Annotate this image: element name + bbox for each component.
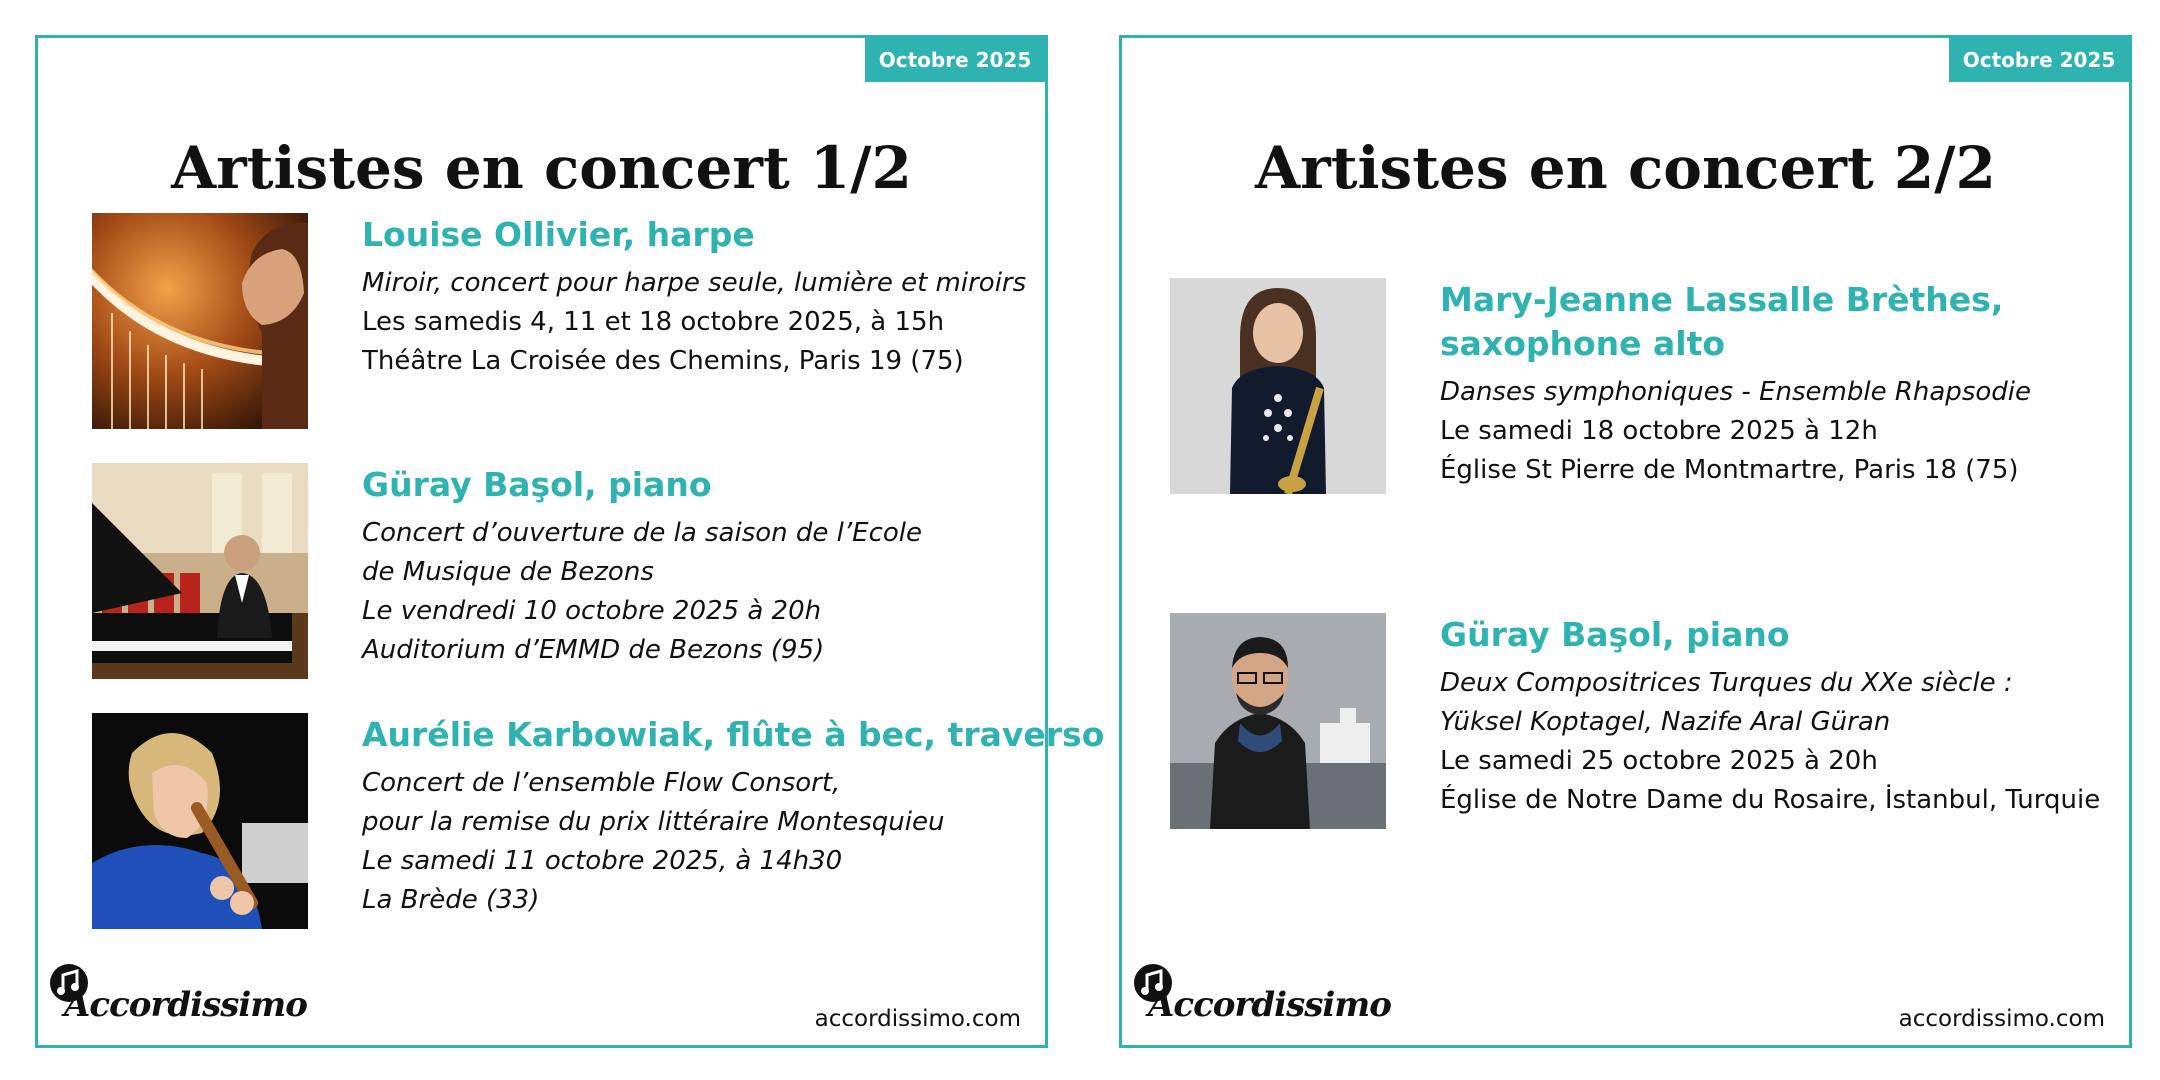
concert-venue: Auditorium d’EMMD de Bezons (95) — [362, 635, 825, 665]
artist-name: Güray Başol, piano — [1440, 615, 1790, 654]
artist-name: Mary-Jeanne Lassalle Brèthes, — [1440, 280, 2004, 319]
artist-photo — [1170, 278, 1386, 494]
month-badge: Octobre 2025 — [1949, 38, 2129, 82]
artist-name: Louise Ollivier, harpe — [362, 215, 755, 254]
concert-title: Deux Compositrices Turques du XXe siècle : — [1440, 668, 2013, 698]
artist-photo — [92, 213, 308, 429]
website-link[interactable]: accordissimo.com — [1898, 1006, 2105, 1032]
artist-photo — [1170, 613, 1386, 829]
concert-title: Yüksel Koptagel, Nazife Aral Güran — [1440, 707, 1891, 737]
logo-text: Accordissimo — [1148, 985, 1391, 1025]
artist-name: Aurélie Karbowiak, flûte à bec, traverso — [362, 715, 1105, 754]
concert-title: de Musique de Bezons — [362, 557, 654, 587]
concert-title: Concert d’ouverture de la saison de l’Ecole — [362, 518, 923, 548]
concert-date: Les samedis 4, 11 et 18 octobre 2025, à 15h — [362, 307, 945, 337]
page-title: Artistes en concert 2/2 — [1255, 134, 1996, 202]
concert-title: Miroir, concert pour harpe seule, lumière et miroirs — [362, 268, 1027, 298]
concert-venue: La Brède (33) — [362, 885, 540, 915]
artist-name: saxophone alto — [1440, 324, 1726, 363]
concert-title: Danses symphoniques - Ensemble Rhapsodie — [1440, 377, 2031, 407]
concert-date: Le samedi 18 octobre 2025 à 12h — [1440, 416, 1878, 446]
concert-venue: Église St Pierre de Montmartre, Paris 18 (75) — [1440, 455, 2019, 485]
concert-venue: Église de Notre Dame du Rosaire, İstanbul, Turquie — [1440, 785, 2101, 815]
artist-photo — [92, 463, 308, 679]
concert-date: Le samedi 11 octobre 2025, à 14h30 — [362, 846, 843, 876]
brand-logo — [44, 959, 307, 1039]
website-link[interactable]: accordissimo.com — [814, 1006, 1021, 1032]
artist-name: Güray Başol, piano — [362, 465, 712, 504]
concert-date: Le vendredi 10 octobre 2025 à 20h — [362, 596, 822, 626]
concert-card-2 — [1119, 35, 2132, 1048]
artist-photo — [92, 713, 308, 929]
brand-logo — [1128, 959, 1391, 1039]
page-title: Artistes en concert 1/2 — [171, 134, 912, 202]
concert-title: Concert de l’ensemble Flow Consort, — [362, 768, 841, 798]
month-badge: Octobre 2025 — [865, 38, 1045, 82]
concert-date: Le samedi 25 octobre 2025 à 20h — [1440, 746, 1878, 776]
concert-venue: Théâtre La Croisée des Chemins, Paris 19 (75) — [362, 346, 964, 376]
logo-text: Accordissimo — [64, 985, 307, 1025]
concert-card-1 — [35, 35, 1105, 1048]
concert-title: pour la remise du prix littéraire Montesquieu — [362, 807, 945, 837]
